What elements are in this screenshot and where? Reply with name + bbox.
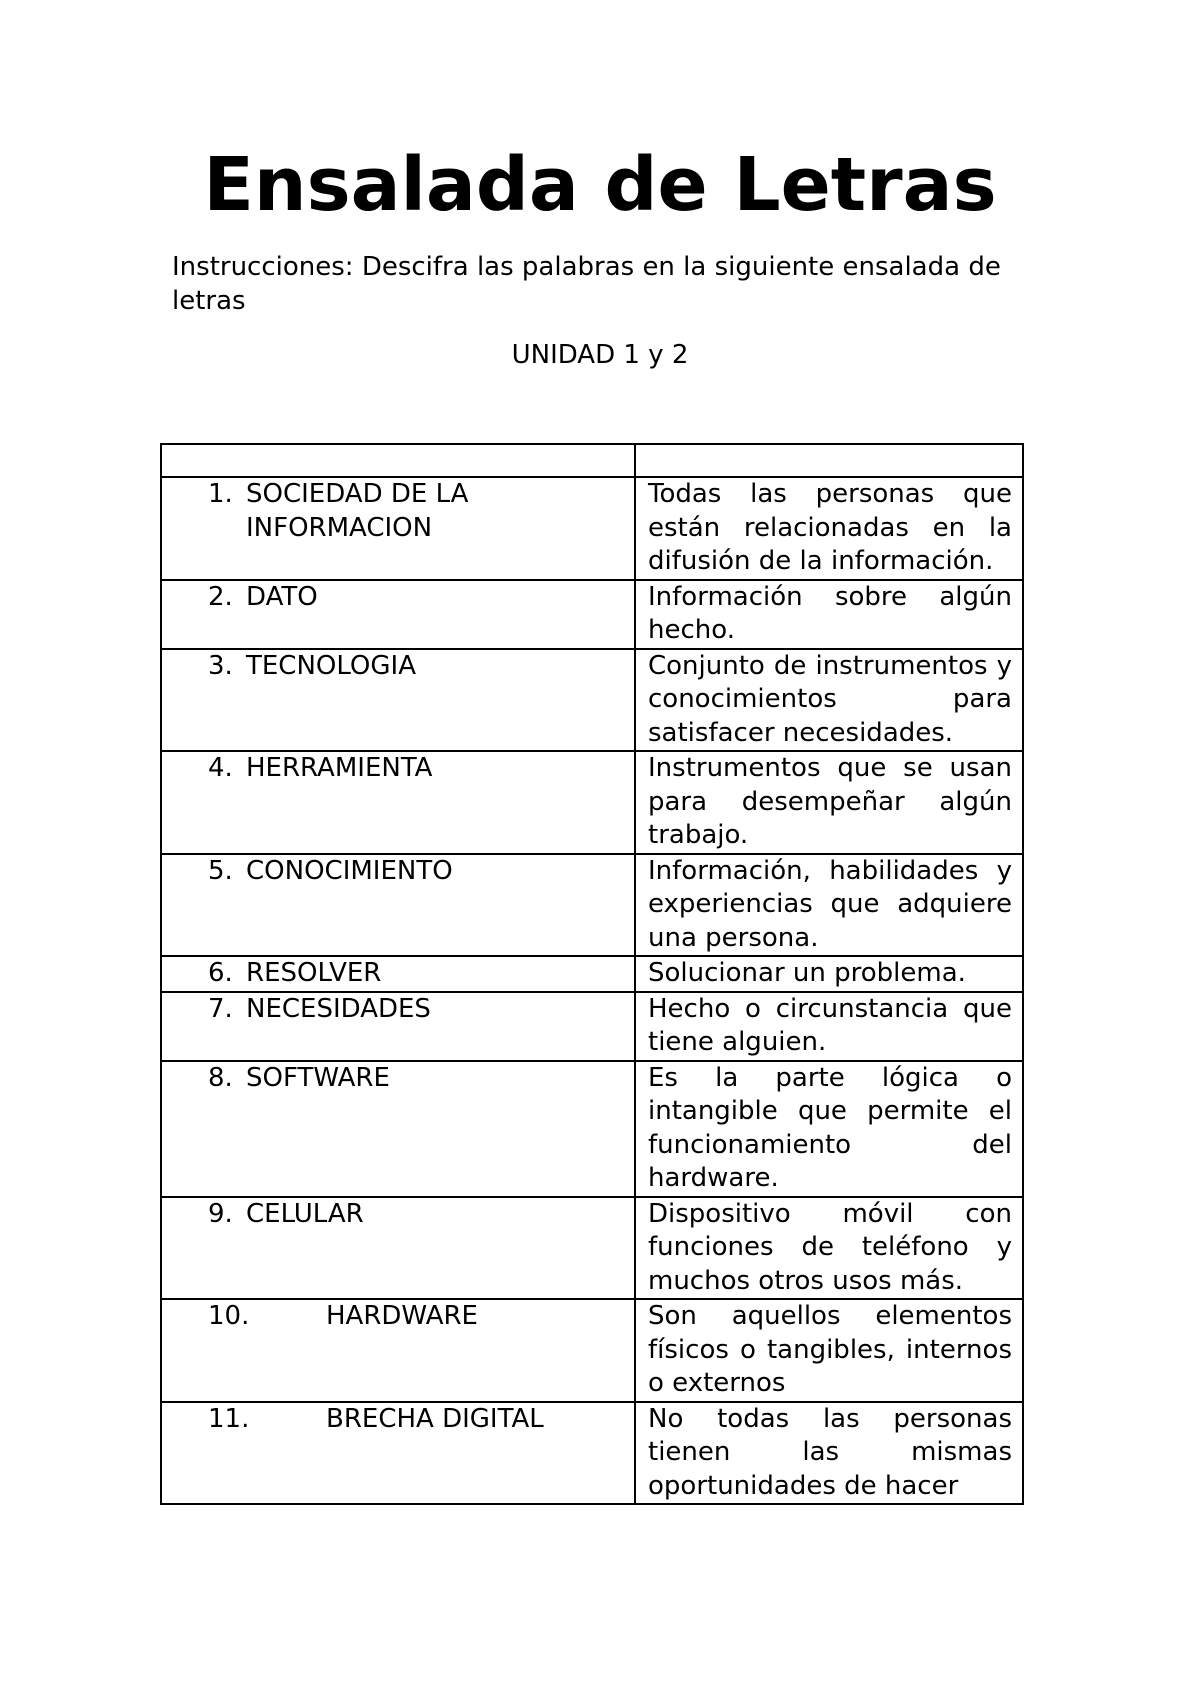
table-row [161, 956, 1023, 992]
term-entry [174, 1062, 624, 1096]
term-number: 11. [208, 1403, 250, 1434]
definition-cell [635, 477, 1023, 580]
term-label: TECNOLOGIA [246, 650, 417, 681]
table-row [161, 751, 1023, 854]
word-definition-table [160, 443, 1024, 1505]
definition-cell [635, 580, 1023, 649]
term-cell [161, 1197, 635, 1300]
term-number: 5. [208, 855, 233, 886]
term-label: SOFTWARE [246, 1062, 390, 1093]
table-row [161, 992, 1023, 1061]
table-row [161, 854, 1023, 957]
term-entry [174, 855, 624, 889]
definition-text: Instrumentos que se usan para desempeñar algún trabajo. [648, 753, 1012, 850]
definition-cell [635, 854, 1023, 957]
table-row [161, 580, 1023, 649]
term-cell [161, 992, 635, 1061]
term-entry [174, 957, 624, 991]
table-row [161, 1061, 1023, 1197]
term-label: CONOCIMIENTO [246, 855, 453, 886]
term-label: DATO [246, 581, 318, 612]
term-number: 6. [208, 958, 233, 988]
header-cell-definition [635, 444, 1023, 477]
term-number: 7. [208, 993, 233, 1024]
term-entry [174, 650, 624, 684]
term-entry [174, 1300, 624, 1334]
term-cell [161, 477, 635, 580]
term-number: 9. [208, 1198, 233, 1229]
definition-text: Información, habilidades y experiencias que adquiere una persona. [648, 855, 1012, 953]
unit-subtitle: UNIDAD 1 y 2 [511, 340, 689, 370]
table-row [161, 477, 1023, 580]
table-header-row [161, 444, 1023, 477]
term-label: HARDWARE [326, 1301, 478, 1331]
term-cell [161, 649, 635, 752]
term-label: HERRAMIENTA [246, 753, 433, 783]
definition-cell [635, 751, 1023, 854]
term-entry [174, 1403, 624, 1437]
definition-cell [635, 1402, 1023, 1505]
term-cell [161, 1061, 635, 1197]
term-label: BRECHA DIGITAL [326, 1403, 544, 1434]
instructions-text: Instrucciones: Descifra las palabras en la siguiente ensalada de letras [172, 252, 1001, 316]
document-title: Ensalada de Letras [203, 142, 997, 228]
term-cell [161, 751, 635, 854]
definition-text: Información sobre algún hecho. [648, 581, 1012, 645]
definition-text: Hecho o circunstancia que tiene alguien. [648, 993, 1012, 1057]
term-cell [161, 580, 635, 649]
header-cell-term [161, 444, 635, 477]
definition-text: No todas las personas tienen las mismas oportunidades de hacer [648, 1403, 1012, 1501]
definition-cell [635, 1197, 1023, 1300]
term-label: NECESIDADES [246, 993, 431, 1024]
table-row [161, 1402, 1023, 1505]
definition-text: Son aquellos elementos físicos o tangibles, internos o externos [648, 1301, 1012, 1398]
definition-cell [635, 1061, 1023, 1197]
term-entry [174, 752, 624, 786]
term-entry [174, 1198, 624, 1232]
definition-cell [635, 956, 1023, 992]
term-cell [161, 854, 635, 957]
table-row [161, 1299, 1023, 1402]
definition-cell [635, 649, 1023, 752]
definition-text: Solucionar un problema. [648, 958, 966, 988]
term-cell [161, 956, 635, 992]
definition-cell [635, 1299, 1023, 1402]
term-number: 8. [208, 1062, 233, 1093]
term-number: 2. [208, 581, 233, 612]
term-number: 3. [208, 650, 233, 681]
term-entry [174, 478, 624, 545]
term-entry [174, 993, 624, 1027]
table-row [161, 1197, 1023, 1300]
term-cell [161, 1402, 635, 1505]
definition-text: Todas las personas que están relacionadas en la difusión de la información. [648, 479, 1012, 576]
definition-text: Dispositivo móvil con funciones de teléfono y muchos otros usos más. [648, 1198, 1012, 1296]
definition-text: Es la parte lógica o intangible que permite el funcionamiento del hardware. [648, 1062, 1012, 1193]
term-number: 4. [208, 753, 233, 783]
term-number: 1. [208, 479, 233, 509]
term-cell [161, 1299, 635, 1402]
term-label: SOCIEDAD DE LA INFORMACION [246, 479, 469, 543]
term-entry [174, 581, 624, 615]
term-number: 10. [208, 1301, 250, 1331]
term-label: CELULAR [246, 1198, 364, 1229]
definition-cell [635, 992, 1023, 1061]
definition-text: Conjunto de instrumentos y conocimientos para satisfacer necesidades. [648, 650, 1012, 748]
term-label: RESOLVER [246, 958, 382, 988]
table-row [161, 649, 1023, 752]
